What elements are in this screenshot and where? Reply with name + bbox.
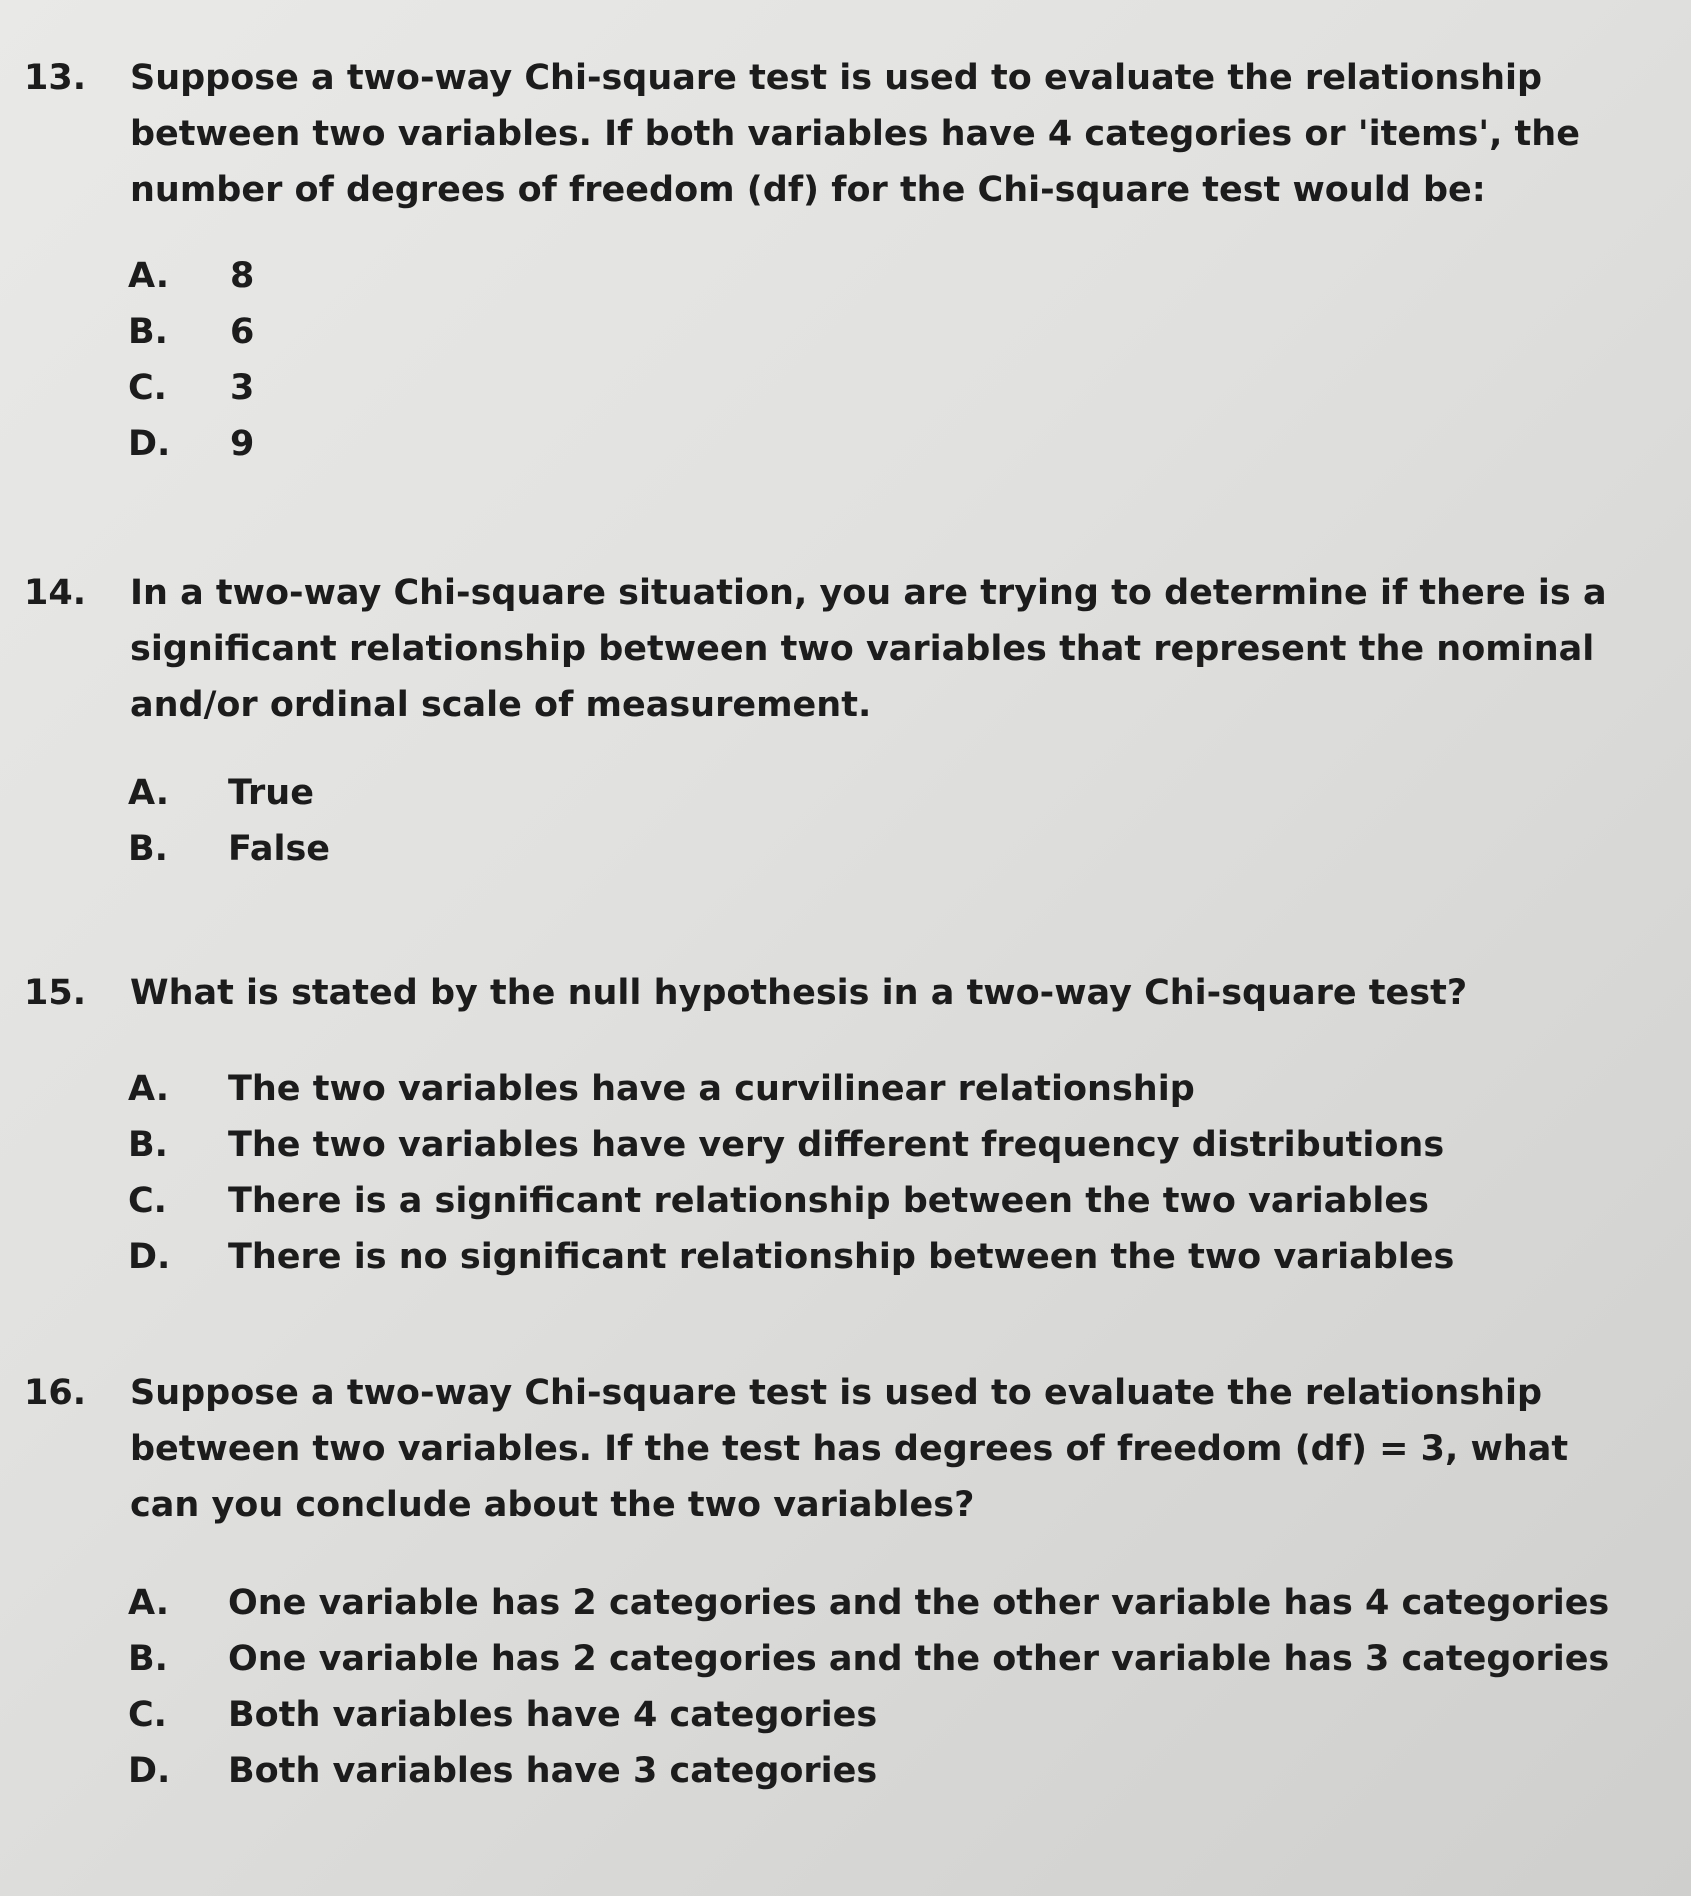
- option-text: 8: [230, 256, 255, 296]
- option-letter: B.: [128, 829, 168, 869]
- question-text: In a two-way Chi-square situation, you are trying to determine if there is a significant relationship between two variables that represent the nominal and/or ordinal scale of measurement.: [130, 573, 1607, 725]
- question-text: Suppose a two-way Chi-square test is used to evaluate the relationship between two variables. If the test has degrees of freedom (df) = 3, what can you conclude about the two variables?: [130, 1373, 1569, 1525]
- option-text: One variable has 2 categories and the other variable has 4 categories: [228, 1583, 1610, 1623]
- option-c: [128, 360, 1644, 416]
- option-text: 3: [230, 368, 255, 408]
- option-text: 6: [230, 312, 255, 352]
- option-a: [128, 248, 1644, 304]
- option-letter: C.: [128, 1181, 167, 1221]
- option-text: Both variables have 4 categories: [228, 1695, 878, 1735]
- option-letter: C.: [128, 368, 167, 408]
- option-letter: A.: [128, 1583, 170, 1623]
- option-letter: B.: [128, 312, 168, 352]
- option-b: [128, 1631, 1644, 1687]
- answer-options: [128, 1575, 1644, 1799]
- question-number: 14.: [24, 573, 87, 613]
- option-text: There is no significant relationship between the two variables: [228, 1237, 1455, 1277]
- option-letter: B.: [128, 1125, 168, 1165]
- answer-options: [128, 1061, 1644, 1285]
- question-number: 16.: [24, 1373, 87, 1413]
- option-letter: D.: [128, 424, 171, 464]
- option-b: [128, 304, 1644, 360]
- option-letter: A.: [128, 1069, 170, 1109]
- option-text: The two variables have a curvilinear relationship: [228, 1069, 1195, 1109]
- option-c: [128, 1687, 1644, 1743]
- option-text: 9: [230, 424, 255, 464]
- question-16: [24, 1365, 1644, 1799]
- option-letter: A.: [128, 256, 170, 296]
- option-d: [128, 1743, 1644, 1799]
- question-14: [24, 565, 1644, 877]
- option-letter: D.: [128, 1237, 171, 1277]
- question-15: [24, 965, 1644, 1285]
- option-text: False: [228, 829, 331, 869]
- question-text: Suppose a two-way Chi-square test is used to evaluate the relationship between two variables. If both variables have 4 categories or 'items', the number of degrees of freedom (df) for the Chi-square test would be:: [130, 58, 1580, 210]
- option-text: The two variables have very different frequency distributions: [228, 1125, 1445, 1165]
- question-number: 13.: [24, 58, 87, 98]
- question-number: 15.: [24, 973, 87, 1013]
- option-b: [128, 821, 1644, 877]
- answer-options: [128, 248, 1644, 472]
- option-b: [128, 1117, 1644, 1173]
- option-text: One variable has 2 categories and the other variable has 3 categories: [228, 1639, 1610, 1679]
- option-a: [128, 1575, 1644, 1631]
- option-text: Both variables have 3 categories: [228, 1751, 878, 1791]
- option-letter: B.: [128, 1639, 168, 1679]
- option-d: [128, 416, 1644, 472]
- question-text: What is stated by the null hypothesis in a two-way Chi-square test?: [130, 973, 1468, 1013]
- option-d: [128, 1229, 1644, 1285]
- question-13: [24, 50, 1644, 472]
- option-a: [128, 1061, 1644, 1117]
- option-c: [128, 1173, 1644, 1229]
- option-a: [128, 765, 1644, 821]
- option-text: There is a significant relationship between the two variables: [228, 1181, 1429, 1221]
- option-letter: A.: [128, 773, 170, 813]
- option-letter: D.: [128, 1751, 171, 1791]
- answer-options: [128, 765, 1644, 877]
- option-text: True: [228, 773, 314, 813]
- option-letter: C.: [128, 1695, 167, 1735]
